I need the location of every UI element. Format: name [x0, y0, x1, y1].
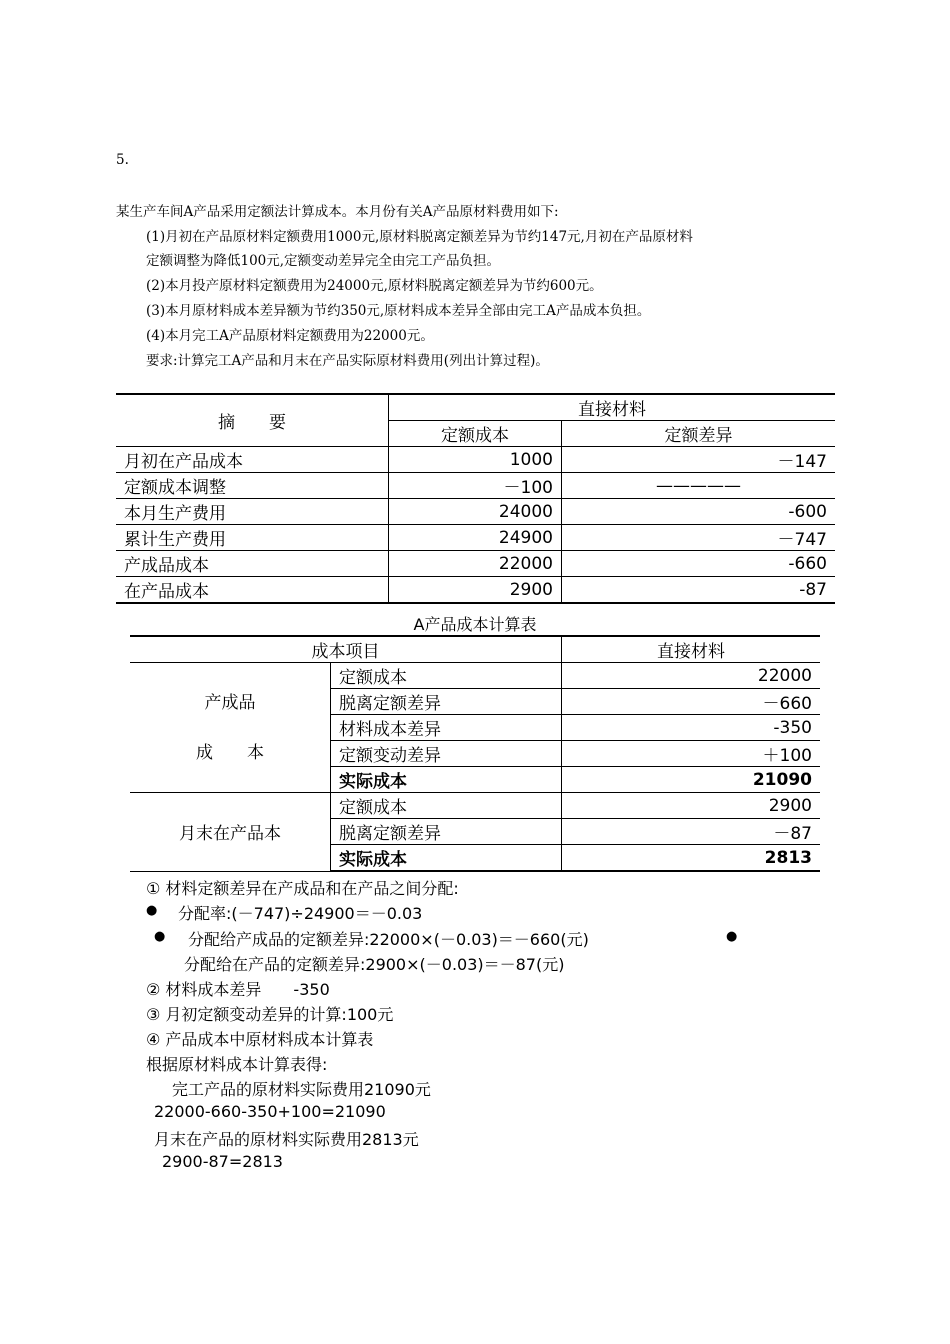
bullet-icon: ●	[726, 929, 738, 944]
row-label: 累计生产费用	[116, 525, 389, 551]
table-row	[130, 663, 820, 689]
bullet-icon: ●	[154, 929, 166, 944]
direct-material-header: 直接材料	[389, 394, 836, 421]
finished-product-group-label	[130, 663, 331, 793]
solution-finished-formula: 22000-660-350+100=21090	[154, 1102, 386, 1121]
quota-diff-header: 定额差异	[562, 421, 836, 447]
solution-wip-diff: 分配给在产品的定额差异:2900×(－0.03)＝－87(元)	[184, 955, 565, 974]
table-row	[116, 577, 835, 604]
cost-item-cell: 实际成本	[331, 767, 562, 793]
material-value-cell: 2813	[562, 845, 821, 872]
row-label: 定额成本调整	[116, 473, 389, 499]
solution-step-1: ① 材料定额差异在产成品和在产品之间分配:	[146, 879, 459, 898]
solution-wip-actual: 月末在产品的原材料实际费用2813元	[154, 1130, 419, 1149]
row-label: 在产品成本	[116, 577, 389, 604]
material-value-cell: ＋100	[562, 741, 821, 767]
solution-basis: 根据原材料成本计算表得:	[146, 1055, 328, 1074]
quota-diff-cell: -600	[562, 499, 836, 525]
summary-header: 摘 要	[116, 394, 389, 447]
quota-cost-header: 定额成本	[389, 421, 562, 447]
quota-diff-cell: -87	[562, 577, 836, 604]
material-value-cell: 2900	[562, 793, 821, 819]
quota-cost-cell: 22000	[389, 551, 562, 577]
finished-product-label-line2: 成 本	[196, 742, 264, 763]
problem-item-1-line-2: 定额调整为降低100元,定额变动差异完全由完工产品负担。	[146, 253, 501, 269]
table-row	[116, 473, 835, 499]
quota-diff-cell: —————	[562, 473, 836, 499]
problem-requirement: 要求:计算完工A产品和月末在产品实际原材料费用(列出计算过程)。	[146, 353, 549, 369]
problem-item-2: (2)本月投产原材料定额费用为24000元,原材料脱离定额差异为节约600元。	[146, 278, 603, 294]
solution-step-4: ④ 产品成本中原材料成本计算表	[146, 1030, 374, 1049]
table-row	[116, 499, 835, 525]
solution-wip-formula: 2900-87=2813	[162, 1152, 283, 1171]
cost-item-cell: 定额成本	[331, 793, 562, 819]
quota-cost-cell: －100	[389, 473, 562, 499]
problem-item-4: (4)本月完工A产品原材料定额费用为22000元。	[146, 328, 434, 344]
problem-item-3: (3)本月原材料成本差异额为节约350元,原材料成本差异全部由完工A产品成本负担。	[146, 303, 651, 319]
row-label: 产成品成本	[116, 551, 389, 577]
cost-item-cell: 脱离定额差异	[331, 819, 562, 845]
solution-finished-diff: 分配给产成品的定额差异:22000×(－0.03)＝－660(元)	[188, 930, 589, 949]
table-row	[130, 793, 820, 819]
solution-step-3: ③ 月初定额变动差异的计算:100元	[146, 1005, 394, 1024]
material-value-cell: -350	[562, 715, 821, 741]
quota-cost-cell: 1000	[389, 447, 562, 473]
cost-item-header: 成本项目	[130, 636, 562, 663]
row-label: 月初在产品成本	[116, 447, 389, 473]
quota-cost-table	[116, 393, 835, 604]
problem-intro: 某生产车间A产品采用定额法计算成本。本月份有关A产品原材料费用如下:	[116, 204, 559, 220]
cost-item-cell: 材料成本差异	[331, 715, 562, 741]
cost-item-cell: 实际成本	[331, 845, 562, 872]
cost-item-cell: 定额变动差异	[331, 741, 562, 767]
wip-group-label: 月末在产品本	[130, 793, 331, 872]
quota-diff-cell: －147	[562, 447, 836, 473]
finished-product-label-line1: 产成品	[204, 692, 256, 713]
material-value-cell: 21090	[562, 767, 821, 793]
quota-diff-cell: -660	[562, 551, 836, 577]
material-value-cell: 22000	[562, 663, 821, 689]
problem-item-1-line-1: (1)月初在产品原材料定额费用1000元,原材料脱离定额差异为节约147元,月初在产品原材料	[146, 229, 693, 245]
cost-calc-table-title: A产品成本计算表	[413, 615, 537, 634]
cost-item-cell: 定额成本	[331, 663, 562, 689]
bullet-icon: ●	[146, 903, 158, 918]
material-value-cell: －660	[562, 689, 821, 715]
row-label: 本月生产费用	[116, 499, 389, 525]
solution-finished-actual: 完工产品的原材料实际费用21090元	[172, 1080, 431, 1099]
quota-diff-cell: －747	[562, 525, 836, 551]
quota-cost-cell: 2900	[389, 577, 562, 604]
table-row	[116, 525, 835, 551]
cost-calc-table	[130, 635, 820, 872]
solution-step-2: ② 材料成本差异 -350	[146, 980, 330, 999]
cost-item-cell: 脱离定额差异	[331, 689, 562, 715]
quota-cost-cell: 24900	[389, 525, 562, 551]
solution-rate: 分配率:(－747)÷24900＝－0.03	[178, 904, 423, 923]
table-row	[116, 551, 835, 577]
problem-number: 5.	[116, 152, 129, 168]
direct-material-header: 直接材料	[562, 636, 821, 663]
material-value-cell: －87	[562, 819, 821, 845]
quota-cost-cell: 24000	[389, 499, 562, 525]
table-row	[116, 447, 835, 473]
